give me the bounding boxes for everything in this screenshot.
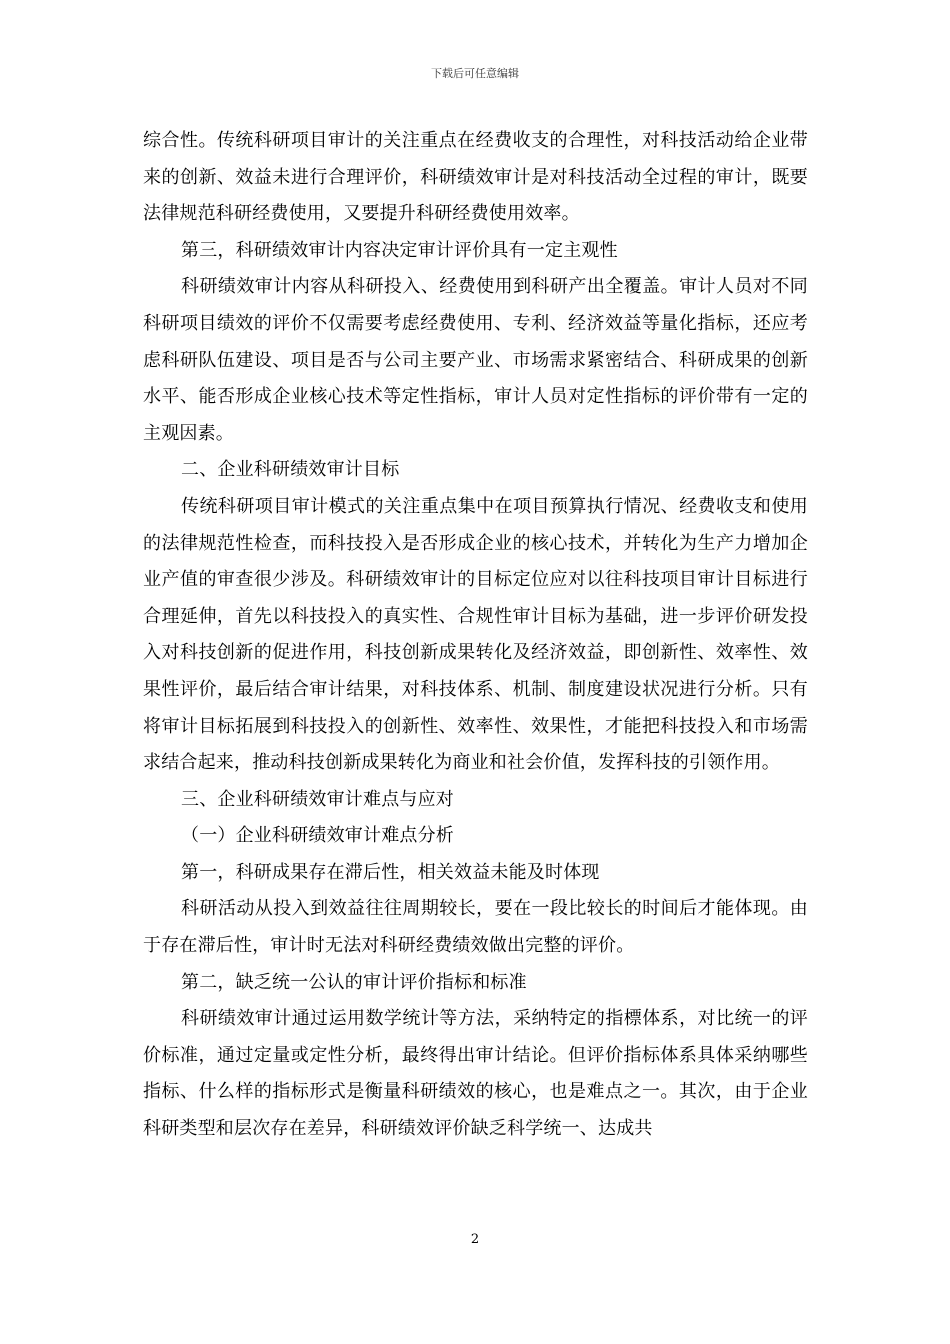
subheading-third-point: 第三，科研绩效审计内容决定审计评价具有一定主观性: [181, 239, 618, 261]
subheading-second-point: 第二，缺乏统一公认的审计评价指标和标准: [181, 971, 527, 993]
subheading-first-point: 第一，科研成果存在滞后性，相关效益未能及时体现: [181, 861, 600, 883]
page-header: 下载后可任意编辑: [431, 67, 519, 80]
subsection-heading-analysis: （一）企业科研绩效审计难点分析: [181, 825, 454, 847]
section-heading-audit-goals: 二、企业科研绩效审计目标: [181, 459, 400, 481]
paragraph-indicators: 科研绩效审计通过运用数学统计等方法，采纳特定的指標体系，对比统一的评价标准，通过定量或定性分析，最终得出审计结论。但评价指标体系具体采纳哪些指标、什么样的指标形式是衡量科研绩效的核心，也是难点之一。其次，由于企业科研类型和层次存在差异，科研绩效评价缺乏科学统一、达成共: [143, 1008, 808, 1140]
paragraph-audit-content: 科研绩效审计内容从科研投入、经费使用到科研产出全覆盖。审计人员对不同科研项目绩效的评价不仅需要考虑经费使用、专利、经济效益等量化指标，还应考虑科研队伍建设、项目是否与公司主要产业、市场需求紧密结合、科研成果的创新水平、能否形成企业核心技术等定性指标，审计人员对定性指标的评价带有一定的主观因素。: [143, 276, 808, 444]
paragraph-lag: 科研活动从投入到效益往往周期较长，要在一段比较长的时间后才能体现。由于存在滞后性，审计时无法对科研经费绩效做出完整的评价。: [143, 898, 808, 957]
document-body: [143, 123, 808, 1148]
paragraph-continuation: 综合性。传统科研项目审计的关注重点在经费收支的合理性，对科技活动给企业带来的创新、效益未进行合理评价，科研绩效审计是对科技活动全过程的审计，既要法律规范科研经费使用，又要提升科研经费使用效率。: [143, 130, 808, 225]
section-heading-difficulties: 三、企业科研绩效审计难点与应对: [181, 788, 454, 810]
page-number: 2: [470, 1232, 480, 1247]
paragraph-audit-goals: 传统科研项目审计模式的关注重点集中在项目预算执行情况、经费收支和使用的法律规范性检查，而科技投入是否形成企业的核心技术，并转化为生产力增加企业产值的审查很少涉及。科研绩效审计的目标定位应对以往科技项目审计目标进行合理延伸，首先以科技投入的真实性、合规性审计目标为基础，进一步评价研发投入对科技创新的促进作用，科技创新成果转化及经济效益，即创新性、效率性、效果性评价，最后结合审计结果，对科技体系、机制、制度建设状况进行分析。只有将审计目标拓展到科技投入的创新性、效率性、效果性，才能把科技投入和市场需求结合起来，推动科技创新成果转化为商业和社会价值，发挥科技的引领作用。: [143, 495, 808, 774]
